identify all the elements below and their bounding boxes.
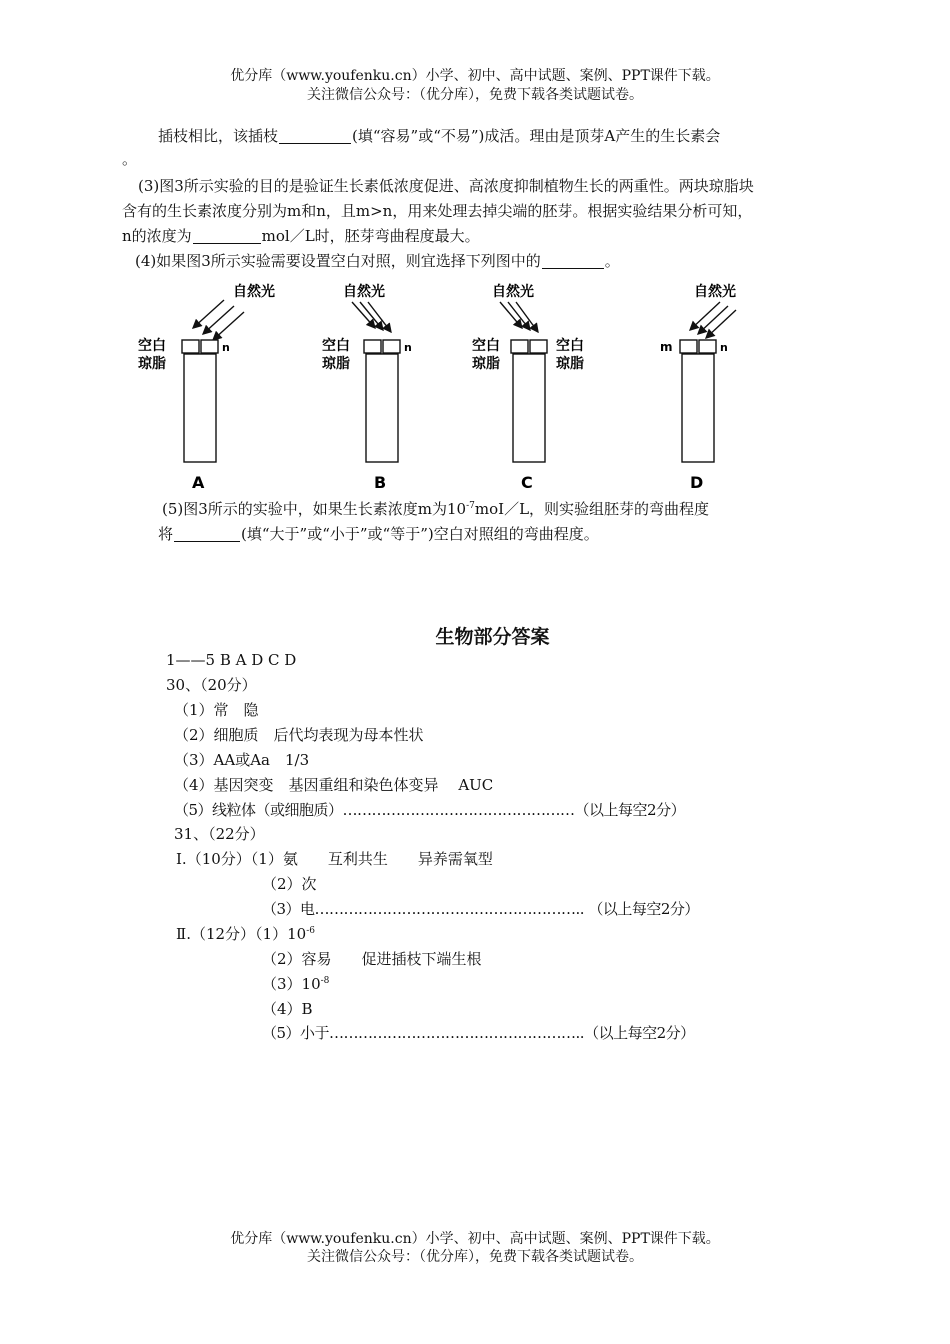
blank-agar-label-a1: 空白: [138, 338, 166, 354]
blank-agar-label-b1: 空白: [322, 338, 350, 354]
answer-31-II-3: [262, 974, 329, 994]
footer-line-2: 关注微信公众号：（优分库），免费下载各类试题试卷。: [307, 1249, 643, 1265]
answer-1-5: 1——5 B A D C D: [166, 651, 297, 669]
agar-block-left: [182, 340, 199, 353]
agar-block-right: [530, 340, 547, 353]
q3-text-b: mol／L时，胚芽弯曲程度最大。: [261, 227, 480, 245]
q3-line-1: (3)图3所示实验的目的是验证生长素低浓度促进、高浓度抑制植物生长的两重性。两块琼脂块: [138, 177, 754, 195]
panel-b: [322, 283, 412, 492]
panel-letter-b: B: [374, 473, 387, 492]
blank-agar-label-c4: 琼脂: [556, 356, 584, 372]
coleoptile-a: [184, 354, 216, 462]
light-arrow: [698, 306, 728, 334]
blank-agar-label-c2: 琼脂: [472, 356, 500, 372]
agar-block-left: [511, 340, 528, 353]
agar-block-right: [201, 340, 218, 353]
q5-text-d: (填“大于”或“小于”或“等于”)空白对照组的弯曲程度。: [241, 525, 599, 543]
agar-block-right: [699, 340, 716, 353]
q5-text-b: moI／L，则实验组胚芽的弯曲程度: [474, 500, 710, 518]
n-label-b: n: [404, 341, 412, 354]
agar-block-left: [680, 340, 697, 353]
n-label-a: n: [222, 341, 230, 354]
agar-block-left: [364, 340, 381, 353]
header-line-1: 优分库（www.youfenku.cn）小学、初中、高中试题、案例、PPT课件下载。: [230, 68, 720, 84]
answer-31-II-1-exponent: -6: [306, 926, 315, 936]
coleoptile-d: [682, 354, 714, 462]
q4-answer-blank[interactable]: [542, 252, 604, 269]
footer-line-1: 优分库（www.youfenku.cn）小学、初中、高中试题、案例、PPT课件下载。: [230, 1231, 720, 1247]
light-label-c: 自然光: [492, 284, 534, 300]
q2-answer-blank[interactable]: [279, 127, 351, 144]
q4-text-b: 。: [604, 252, 620, 270]
q4-line: [135, 251, 620, 271]
q3-answer-blank[interactable]: [193, 227, 261, 244]
q4-text-a: (4)如果图3所示实验需要设置空白对照，则宜选择下列图中的: [135, 252, 541, 270]
panel-letter-c: C: [521, 473, 533, 492]
light-label-a: 自然光: [233, 284, 275, 300]
panel-letter-d: D: [690, 473, 704, 492]
experiment-figure: [0, 278, 950, 508]
blank-agar-label-c1: 空白: [472, 338, 500, 354]
q2-text-b: (填“容易”或“不易”)成活。理由是顶芽A产生的生长素会: [352, 127, 721, 145]
panel-c: [472, 283, 584, 492]
q3-line-3: [122, 226, 480, 246]
q5-line-2: [158, 524, 599, 544]
answer-31-II-5: （5）小于……………………………………………..（以上每空2分）: [262, 1024, 695, 1042]
answer-30-4: （4）基因突变 基因重组和染色体变异 AUC: [174, 776, 494, 794]
m-label-d: m: [660, 340, 673, 354]
answer-31-I-2: （2）次: [262, 875, 317, 893]
light-arrow: [193, 300, 224, 328]
answer-31-I-1: Ⅰ.（10分）（1）氨 互利共生 异养需氧型: [176, 850, 493, 868]
blank-agar-label-c3: 空白: [556, 338, 584, 354]
blank-agar-label-b2: 琼脂: [322, 356, 350, 372]
answer-30-5: （5）线粒体（或细胞质）…………………………………………（以上每空2分）: [174, 801, 686, 819]
answer-31-II-3-text: （3）10: [262, 975, 321, 993]
answer-31-header: 31、（22分）: [174, 825, 265, 843]
q5-text-a: (5)图3所示的实验中，如果生长素浓度m为10: [162, 500, 467, 518]
n-label-d: n: [720, 341, 728, 354]
blank-agar-label-a2: 琼脂: [138, 356, 166, 372]
coleoptile-b: [366, 354, 398, 462]
light-label-b: 自然光: [343, 284, 385, 300]
q5-line-1: [162, 499, 709, 519]
light-arrow: [706, 310, 736, 338]
q2-end: 。: [122, 150, 138, 168]
q5-answer-blank[interactable]: [174, 525, 240, 542]
answer-31-II-1: [176, 924, 315, 944]
coleoptile-c: [513, 354, 545, 462]
answer-30-1: （1）常 隐: [174, 701, 259, 719]
light-arrow: [213, 312, 244, 340]
answer-31-II-1-text: Ⅱ.（12分）（1）10: [176, 925, 307, 943]
answer-30-2: （2）细胞质 后代均表现为母本性状: [174, 726, 424, 744]
answer-31-II-3-exponent: -8: [320, 976, 330, 986]
q2-text-a: 插枝相比，该插枝: [158, 127, 279, 145]
answer-31-II-2: （2）容易 促进插枝下端生根: [262, 950, 482, 968]
answer-30-header: 30、（20分）: [166, 676, 257, 694]
answers-title: 生物部分答案: [435, 626, 550, 648]
panel-d: [660, 283, 736, 492]
answer-31-I-3: （3）电……………………………………………….. （以上每空2分）: [262, 900, 699, 918]
q3-text-a: n的浓度为: [122, 227, 192, 245]
q5-text-c: 将: [158, 525, 174, 543]
agar-block-right: [383, 340, 400, 353]
panel-letter-a: A: [192, 473, 205, 492]
light-arrow: [690, 302, 720, 330]
q3-line-2: 含有的生长素浓度分别为m和n，且m>n，用来处理去掉尖端的胚芽。根据实验结果分析可知，: [122, 202, 753, 220]
light-arrow: [203, 306, 234, 334]
answer-31-II-4: （4）B: [262, 1000, 313, 1018]
q5-exponent: -7: [466, 501, 475, 511]
header-line-2: 关注微信公众号：（优分库），免费下载各类试题试卷。: [307, 87, 643, 103]
answer-30-3: （3）AA或Aa 1/3: [174, 751, 310, 769]
light-label-d: 自然光: [694, 284, 736, 300]
panel-a: [138, 283, 275, 492]
q2-line: [158, 126, 720, 146]
